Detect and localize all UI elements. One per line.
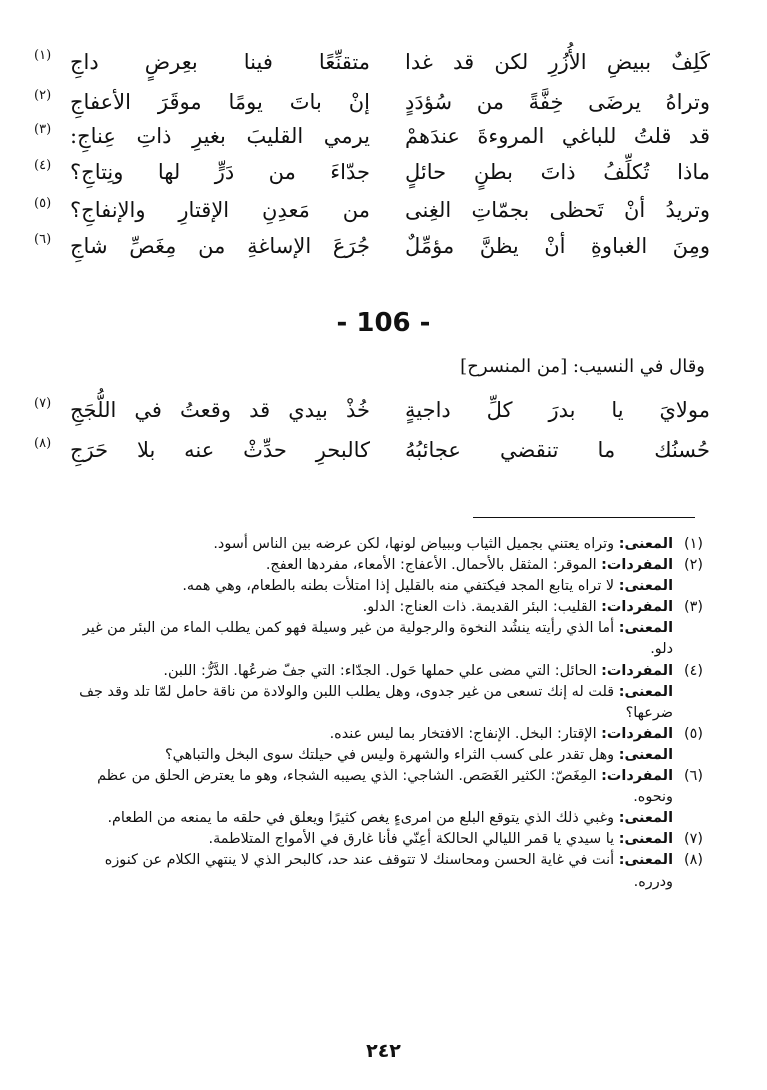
footnote-item <box>72 850 703 892</box>
footnote-marker: (٥) <box>34 196 52 211</box>
footnote-label: المعنى: <box>618 620 673 637</box>
verse-second-hemistich: متقنِّعًا فينا بعِرضٍ داجِ <box>70 50 370 74</box>
footnote-text: الموقر: المثقل بالأحمال. الأعفاج: الأمعاء، مفردها العفج. <box>265 557 597 574</box>
footnote-text: المِغَصّ: الكثير الغَصَص. الشاجي: الذي يصيبه الشجاء، وهو ما يعترض الحلق من عظم ونحوه. <box>97 768 673 806</box>
verse-second-hemistich: جدّاءَ من دَرٍّ لها ونِتاجِ؟ <box>70 160 370 184</box>
footnote-item <box>72 534 703 555</box>
footnote-label: المعنى: <box>618 578 673 595</box>
poem-number: - 106 - <box>336 308 431 338</box>
footnote-text: يا سيدي يا قمر الليالي الحالكة أعِنّي فأنا غارق في الأمواج المتلاطمة. <box>208 831 615 848</box>
verse-first-hemistich: كَلِفٌ ببيضِ الأُزُرِ لكن قد غدا <box>405 50 710 74</box>
footnote-number: (٥) <box>684 725 703 742</box>
footnote-text: أنت في غاية الحسن ومحاسنك لا تتوقف عند حد، كالبحر الذي لا ينتهي الكلام عن كنوزه ودرره. <box>104 852 673 890</box>
footnote-item <box>72 682 703 724</box>
footnote-number: (٤) <box>684 662 703 679</box>
verse-first-hemistich: وتراهُ يرضَى خِفَّةً من سُؤدَدٍ <box>405 90 710 114</box>
footnote-text: وتراه يعتني بجميل الثياب وببياض لونها، لكن عرضه بين الناس أسود. <box>213 536 615 552</box>
footnote-item <box>72 661 703 682</box>
footnote-label: المعنى: <box>618 746 673 763</box>
verse-line <box>34 118 710 154</box>
footnote-number: (٧) <box>684 831 703 848</box>
verse-first-hemistich: ومِنَ الغباوةِ أنْ يظنَّ مؤمِّلٌ <box>405 234 710 258</box>
verse-second-hemistich: من مَعدِنِ الإقتارِ والإنفاجِ؟ <box>70 198 370 222</box>
footnote-label: المفردات: <box>601 768 673 785</box>
page-number: ٢٤٢ <box>366 1040 401 1062</box>
verse-second-hemistich: جُرَعَ الإساغةِ من مِغَصِّ شاجِ <box>70 234 370 258</box>
footnote-divider <box>473 517 695 518</box>
footnote-text: أما الذي رأيته ينشُد النخوة والرجولية من غير وسيلة فهو كمن يطلب الماء من البئر من غير دلو. <box>82 620 673 658</box>
footnote-number: (٦) <box>684 768 703 785</box>
footnote-marker: (٢) <box>34 88 52 103</box>
verse-line <box>34 432 710 468</box>
footnote-label: المعنى: <box>618 852 673 869</box>
verse-line <box>34 44 710 80</box>
footnote-item <box>72 745 703 766</box>
footnote-item <box>72 808 703 829</box>
footnote-item <box>72 555 703 576</box>
footnote-number: (٢) <box>684 557 703 574</box>
verse-first-hemistich: حُسنُك ما تنقضي عجائبُهُ <box>405 438 710 462</box>
footnote-text: لا تراه يتابع المجد فيكتفي منه بالقليل إذا امتلأت بطنه بالطعام، وهي همه. <box>182 578 615 595</box>
footnote-label: المفردات: <box>601 599 673 616</box>
verse-first-hemistich: ماذا تُكلِّفُ ذاتَ بطنٍ حائلٍ <box>405 160 710 184</box>
footnote-marker: (٤) <box>34 158 52 173</box>
footnote-marker: (١) <box>34 48 52 63</box>
verse-second-hemistich: إنْ باتَ يومًا موقَرَ الأعفاجِ <box>70 90 370 114</box>
footnotes <box>72 534 703 893</box>
verse-line <box>34 192 710 228</box>
footnote-text: قلت له إنك تسعى من غير جدوى، وهل يطلب اللبن والولادة من ناقة حامل لمّا تلد وقد جف ضرعها؟ <box>79 683 673 721</box>
verse-second-hemistich: خُذْ بيدي قد وقعتُ في اللُّجَجِ <box>70 398 370 422</box>
footnote-item <box>72 618 703 660</box>
footnote-item <box>72 766 703 808</box>
footnote-marker: (٣) <box>34 122 52 137</box>
poem-intro: وقال في النسيب: [من المنسرح] <box>460 356 705 377</box>
footnote-item <box>72 597 703 618</box>
footnote-text: وغبي ذلك الذي يتوقع البلع من امرىءٍ يغص كثيرًا ويعلق في حلقه ما يمنعه من الطعام. <box>107 810 615 827</box>
footnote-marker: (٨) <box>34 436 52 451</box>
footnote-item <box>72 724 703 745</box>
verse-line <box>34 392 710 428</box>
verse-line <box>34 154 710 190</box>
verse-first-hemistich: مولايَ يا بدرَ كلِّ داجيةٍ <box>405 398 710 422</box>
footnote-text: الإقتار: البخل. الإنفاج: الافتخار بما ليس عنده. <box>329 725 597 742</box>
footnote-label: المفردات: <box>601 662 673 679</box>
footnote-label: المفردات: <box>601 557 673 574</box>
footnote-marker: (٦) <box>34 232 52 247</box>
footnote-label: المعنى: <box>618 536 673 552</box>
footnote-label: المعنى: <box>618 831 673 848</box>
footnote-number: (٨) <box>684 852 703 869</box>
verse-first-hemistich: قد قلتُ للباغي المروءةَ عندَهمْ <box>405 124 710 148</box>
verse-second-hemistich: يرمي القليبَ بغيرِ ذاتِ عِناجِ: <box>70 124 370 148</box>
footnote-label: المعنى: <box>618 683 673 700</box>
footnote-label: المفردات: <box>601 725 673 742</box>
footnote-text: وهل تقدر على كسب الثراء والشهرة وليس في حيلتك سوى البخل والتباهي؟ <box>165 746 615 763</box>
verse-first-hemistich: وتريدُ أنْ تَحظى بجمّاتِ الغِنى <box>405 198 710 222</box>
footnote-text: الحائل: التي مضى علي حملها حَول. الجدّاء: التي جفّ ضرعُها. الدَّرُّ: اللبن. <box>163 662 597 679</box>
footnote-marker: (٧) <box>34 396 52 411</box>
footnote-item <box>72 829 703 850</box>
footnote-label: المعنى: <box>618 810 673 827</box>
verse-line <box>34 228 710 264</box>
footnote-number: (١) <box>684 536 703 552</box>
footnote-text: القليب: البئر القديمة. ذات العناج: الدلو. <box>362 599 597 616</box>
footnote-item <box>72 576 703 597</box>
verse-line <box>34 84 710 120</box>
footnote-number: (٣) <box>684 599 703 616</box>
verse-second-hemistich: كالبحرِ حدِّثْ عنه بلا حَرَجِ <box>70 438 370 462</box>
